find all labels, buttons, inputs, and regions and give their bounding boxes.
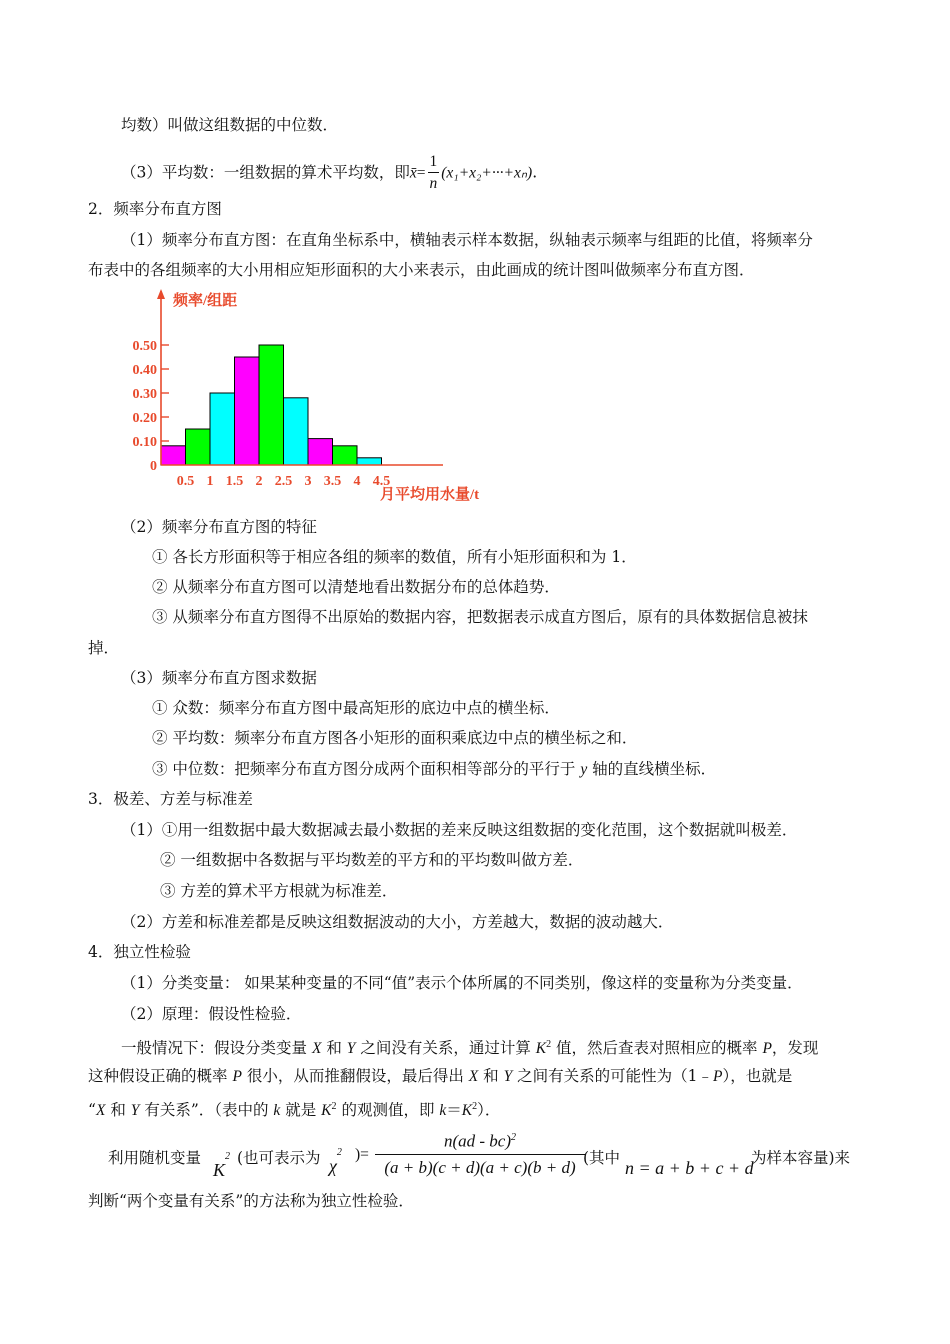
section-2-p2-item3-line2: 掉． bbox=[88, 639, 120, 657]
median-definition-tail: 均数）叫做这组数据的中位数． bbox=[121, 116, 339, 134]
section-2-p3-item3 bbox=[152, 758, 716, 781]
histogram-bar bbox=[308, 439, 333, 465]
general-case-line1 bbox=[121, 1034, 818, 1060]
frequency-histogram bbox=[125, 283, 495, 513]
mean-terms: (x₁+x₂+···+xₙ) bbox=[441, 164, 533, 182]
text: 的观测值，即 bbox=[336, 1101, 440, 1120]
section-2-p3-item1: ① 众数：频率分布直方图中最高矩形的底边中点的横坐标． bbox=[152, 699, 560, 717]
formula-numerator bbox=[375, 1126, 585, 1155]
x-tick-label: 0.5 bbox=[176, 474, 195, 489]
x-tick-label: 2 bbox=[255, 474, 263, 489]
y-tick-label: 0.50 bbox=[132, 339, 157, 354]
histogram-bar bbox=[235, 357, 260, 465]
histogram-bar bbox=[259, 345, 284, 465]
histogram-bar bbox=[357, 458, 382, 465]
var-y: Y bbox=[503, 1068, 513, 1085]
formula-n-definition: n = a + b + c + d bbox=[625, 1158, 754, 1178]
y-tick-label: 0.30 bbox=[132, 387, 157, 402]
text: 很小，从而推翻假设，最后得出 bbox=[241, 1067, 469, 1085]
text: 之间没有关系，通过计算 bbox=[355, 1039, 536, 1058]
histogram-bar bbox=[284, 398, 309, 465]
formula-k-superscript: 2 bbox=[225, 1151, 231, 1162]
formula-tail-text: 为样本容量)来 bbox=[751, 1149, 851, 1167]
section-4-p2: （2）原理：假设性检验． bbox=[121, 1005, 302, 1023]
section-2-p1-line1: （1）频率分布直方图：在直角坐标系中，横轴表示样本数据，纵轴表示频率与组距的比值，将频率分 bbox=[121, 231, 813, 249]
text: 有关系”．（表中的 bbox=[139, 1101, 274, 1120]
var-y: Y bbox=[346, 1040, 356, 1058]
chart-y-axis-label: 频率/组距 bbox=[173, 293, 238, 309]
var-y: Y bbox=[130, 1102, 140, 1120]
formula-k-letter: K bbox=[213, 1160, 226, 1180]
text: 一般情况下：假设分类变量 bbox=[121, 1039, 312, 1058]
x-tick-label: 3 bbox=[304, 474, 312, 489]
formula-chi-superscript: 2 bbox=[336, 1147, 342, 1158]
section-2-p1-line2: 布表中的各组频率的大小用相应矩形面积的大小来表示，由此画成的统计图叫做频率分布直方图． bbox=[88, 261, 755, 279]
general-case-line2 bbox=[88, 1065, 792, 1088]
x-tick-label: 1 bbox=[206, 474, 214, 489]
y-tick-label: 0 bbox=[150, 459, 157, 474]
chi-square-formula-line bbox=[105, 1126, 865, 1186]
section-3-p1-item2: ② 一组数据中各数据与平均数差的平方和的平均数叫做方差． bbox=[160, 851, 584, 869]
formula-k bbox=[213, 1151, 231, 1181]
text: ＝ bbox=[446, 1101, 462, 1120]
text: 和 bbox=[105, 1101, 131, 1120]
histogram-bar bbox=[333, 446, 358, 465]
mean-fraction-denominator: n bbox=[429, 175, 438, 192]
var-x: X bbox=[95, 1102, 106, 1120]
text: 之间有关系的可能性为（1﹣ bbox=[512, 1067, 714, 1085]
var-k-lower: k bbox=[439, 1102, 447, 1120]
superscript-2: 2 bbox=[331, 1101, 337, 1112]
mean-definition bbox=[121, 152, 537, 195]
var-p: P bbox=[762, 1040, 772, 1058]
superscript-2: 2 bbox=[546, 1039, 552, 1050]
section-2-p2-item1: ① 各长方形面积等于相应各组的频率的数值，所有小矩形面积和为 1． bbox=[152, 548, 637, 566]
formula-chi-letter: χ bbox=[329, 1156, 337, 1176]
mean-xbar: x̄ bbox=[409, 164, 417, 182]
general-case-line3 bbox=[88, 1096, 500, 1122]
var-x: X bbox=[311, 1040, 322, 1058]
mean-fraction-numerator: 1 bbox=[428, 152, 440, 173]
section-2-p3-item3-text-b: 轴的直线横坐标． bbox=[587, 760, 717, 778]
section-3-p2: （2）方差和标准差都是反映这组数据波动的大小，方差越大，数据的波动越大． bbox=[121, 913, 674, 931]
chart-y-axis-arrow bbox=[157, 289, 165, 299]
x-tick-label: 3.5 bbox=[323, 474, 342, 489]
section-2-p2-title: （2）频率分布直方图的特征 bbox=[121, 518, 317, 536]
y-tick-label: 0.40 bbox=[132, 363, 157, 378]
var-k: K bbox=[461, 1102, 473, 1120]
var-k-lower: k bbox=[273, 1102, 281, 1120]
y-tick-label: 0.10 bbox=[132, 435, 157, 450]
var-x: X bbox=[468, 1068, 479, 1085]
section-2-p3-item3-text-a: ③ 中位数：把频率分布直方图分成两个面积相等部分的平行于 bbox=[152, 760, 581, 778]
text: 和 bbox=[478, 1067, 504, 1085]
section-2-p2-item2: ② 从频率分布直方图可以清楚地看出数据分布的总体趋势． bbox=[152, 578, 560, 596]
var-p: P bbox=[713, 1068, 723, 1085]
formula-lead-text: 利用随机变量 bbox=[108, 1149, 202, 1167]
var-p: P bbox=[232, 1068, 242, 1085]
section-3-heading: 3．极差、方差与标准差 bbox=[88, 790, 253, 808]
section-2-p3-title: （3）频率分布直方图求数据 bbox=[121, 669, 317, 687]
histogram-bar bbox=[186, 429, 211, 465]
text: 就是 bbox=[280, 1101, 322, 1120]
section-2-p3-item2: ② 平均数：频率分布直方图各小矩形的面积乘底边中点的横坐标之和． bbox=[152, 729, 638, 747]
formula-where-text: (其中 bbox=[583, 1149, 621, 1167]
section-2-p2-item3-line1: ③ 从频率分布直方图得不出原始的数据内容，把数据表示成直方图后，原有的具体数据信息被抹 bbox=[152, 608, 808, 626]
mean-prefix: （3）平均数：一组数据的算术平均数，即 bbox=[121, 163, 410, 182]
formula-close-equals: )= bbox=[355, 1146, 369, 1163]
var-k: K bbox=[535, 1040, 547, 1058]
x-tick-label: 2.5 bbox=[274, 474, 293, 489]
mean-fraction bbox=[428, 152, 440, 195]
text: ，发现 bbox=[771, 1039, 819, 1058]
text: “ bbox=[88, 1101, 96, 1120]
section-4-conclusion: 判断“两个变量有关系”的方法称为独立性检验． bbox=[88, 1192, 414, 1210]
mean-equals: = bbox=[416, 164, 426, 182]
superscript-2: 2 bbox=[472, 1101, 478, 1112]
histogram-bar bbox=[210, 393, 235, 465]
section-4-heading: 4．独立性检验 bbox=[88, 943, 191, 961]
text: 值，然后查表对照相应的概率 bbox=[551, 1039, 763, 1058]
formula-denominator: (a + b)(c + d)(a + c)(b + d) bbox=[384, 1157, 576, 1177]
formula-alt-text: (也可表示为 bbox=[237, 1149, 321, 1167]
formula-numerator-text: n(ad - bc) bbox=[443, 1131, 512, 1151]
section-4-p1: （1）分类变量： 如果某种变量的不同“值”表示个体所属的不同类别，像这样的变量称为分类变量． bbox=[121, 974, 803, 992]
section-3-p1-item3: ③ 方差的算术平方根就为标准差． bbox=[160, 882, 398, 900]
x-tick-label: 4 bbox=[353, 474, 361, 489]
text: ）． bbox=[477, 1101, 501, 1120]
section-3-p1-item1: （1）①用一组数据中最大数据减去最小数据的差来反映这组数据的变化范围，这个数据就叫极差． bbox=[121, 821, 798, 839]
text: 和 bbox=[321, 1039, 347, 1058]
formula-chi bbox=[329, 1147, 342, 1177]
x-tick-label: 1.5 bbox=[225, 474, 244, 489]
text: 这种假设正确的概率 bbox=[88, 1067, 233, 1085]
text: ），也就是 bbox=[722, 1067, 793, 1085]
y-tick-label: 0.20 bbox=[132, 411, 157, 426]
var-k: K bbox=[321, 1102, 332, 1120]
formula-fraction bbox=[375, 1126, 585, 1181]
x-tick-label: 4.5 bbox=[372, 474, 391, 489]
chart-x-axis-label: 月平均用水量/t bbox=[380, 487, 480, 503]
mean-end: . bbox=[532, 163, 538, 182]
section-2-heading: 2．频率分布直方图 bbox=[88, 200, 222, 218]
y-variable: y bbox=[580, 761, 588, 778]
histogram-bar bbox=[161, 446, 186, 465]
formula-numerator-superscript: 2 bbox=[511, 1132, 517, 1143]
